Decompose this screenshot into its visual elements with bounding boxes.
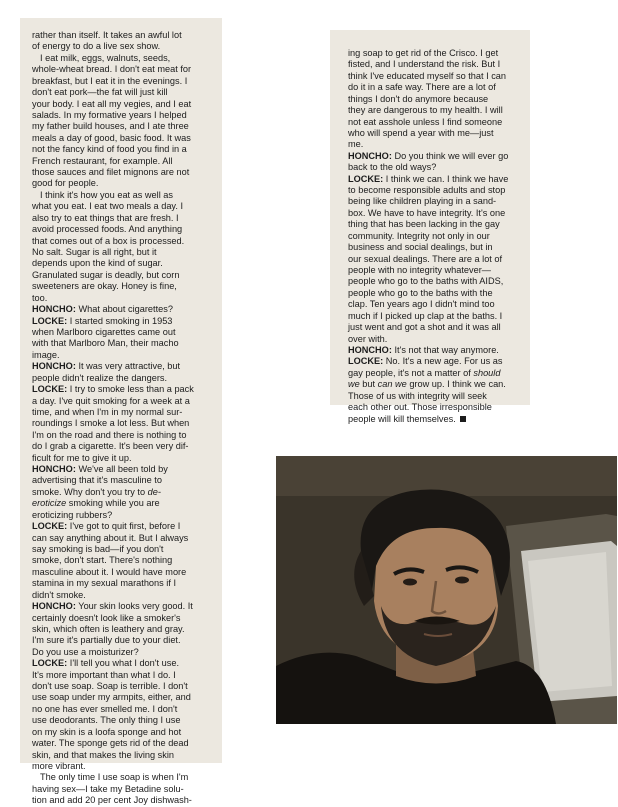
line-text: certainly doesn't look like a smoker's	[32, 612, 181, 623]
text-line	[32, 247, 212, 258]
text-line	[348, 242, 522, 253]
italic-text: can we	[377, 379, 407, 390]
text-line	[348, 265, 522, 276]
text-line	[348, 196, 522, 207]
text-line	[32, 41, 212, 52]
text-line	[32, 453, 212, 464]
line-text: people didn't realize the dangers.	[32, 372, 168, 383]
text-line	[348, 59, 522, 70]
text-line	[32, 30, 212, 41]
text-line	[32, 293, 212, 304]
line-text: depends upon the kind of sugar.	[32, 258, 163, 269]
line-text: Granulated sugar is deadly, but corn	[32, 269, 180, 280]
text-line	[32, 624, 212, 635]
speaker-label: LOCKE:	[32, 521, 68, 532]
text-line	[32, 750, 212, 761]
line-text: smoke, don't start. There's nothing	[32, 555, 173, 566]
text-line	[348, 139, 522, 150]
text-line	[32, 533, 212, 544]
line-text: I'm sure it's partially due to your diet.	[32, 635, 181, 646]
text-line	[348, 414, 522, 425]
line-text: when Marlboro cigarettes came out	[32, 326, 176, 337]
line-text: to become responsible adults and stop	[348, 185, 506, 196]
text-line	[32, 178, 212, 189]
line-text: I'm on the road and there is nothing to	[32, 429, 187, 440]
text-line	[32, 258, 212, 269]
line-text: me.	[348, 139, 364, 150]
line-text: people who go to the baths with AIDS,	[348, 276, 504, 287]
text-line	[32, 304, 212, 315]
line-text: do it in a safe way. There are a lot of	[348, 82, 496, 93]
line-text: no one has ever smelled me. I don't	[32, 703, 178, 714]
line-text: advertising that it's masculine to	[32, 475, 162, 486]
line-text: box. We have to have integrity. It's one	[348, 207, 506, 218]
line-text: your body. I eat all my vegies, and I eat	[32, 98, 192, 109]
text-line	[32, 772, 212, 783]
line-text: rather than itself. It takes an awful lot	[32, 30, 182, 40]
line-text: being like children playing in a sand-	[348, 196, 497, 207]
text-line	[32, 555, 212, 566]
text-line	[32, 281, 212, 292]
line-text: community. Integrity not only in our	[348, 230, 490, 241]
line-text: more vibrant.	[32, 761, 86, 771]
line-text: don't eat pork—the fat will just kill	[32, 87, 168, 98]
line-text: stamina in my sexual marathons if I	[32, 578, 176, 589]
text-line	[32, 727, 212, 738]
line-text: having sex—I take my Betadine solu-	[32, 783, 184, 794]
line-text: avoid processed foods. And anything	[32, 224, 183, 235]
line-text: too.	[32, 292, 48, 303]
line-text: over with.	[348, 333, 388, 344]
text-line	[32, 167, 212, 178]
line-text: what you eat. I eat two meals a day. I	[32, 201, 183, 212]
text-line	[32, 53, 212, 64]
line-text: gay people, it's not a matter of	[348, 367, 474, 378]
line-text: each other out. Those irresponsible	[348, 402, 492, 413]
line-text: just went and got a shot and it was all	[348, 322, 501, 333]
line-text: I started smoking in 1953	[67, 315, 173, 326]
text-line	[32, 441, 212, 452]
line-text: It's more important than what I do. I	[32, 669, 176, 680]
italic-text: de-	[147, 486, 161, 497]
line-text: We've all been told by	[75, 464, 168, 475]
speaker-label: HONCHO:	[348, 150, 392, 161]
text-line	[32, 692, 212, 703]
text-line	[32, 270, 212, 281]
text-line	[348, 208, 522, 219]
line-text: say smoking is bad—if you don't	[32, 543, 164, 554]
text-line	[348, 299, 522, 310]
line-text: I've got to quit first, before I	[67, 521, 181, 532]
text-line	[32, 350, 212, 361]
line-text: The only time I use soap is when I'm	[40, 772, 189, 783]
speaker-label: HONCHO:	[32, 601, 76, 612]
line-text: skin, which often is leathery and gray.	[32, 623, 185, 634]
text-line	[32, 647, 212, 658]
text-line	[32, 475, 212, 486]
text-line	[32, 407, 212, 418]
line-text: people who go to the baths with the	[348, 287, 493, 298]
line-text: smoking while you are	[66, 498, 160, 509]
text-line	[348, 368, 522, 379]
line-text: do I grab a cigarette. It's been very dif-	[32, 441, 189, 452]
text-line	[32, 316, 212, 327]
line-text: business and social dealings, but in	[348, 242, 493, 253]
line-text: salads. In my formative years I helped	[32, 109, 187, 120]
line-text: people with no integrity whatever—	[348, 265, 491, 276]
line-text: can say anything about it. But I always	[32, 532, 189, 543]
line-text: Do you use a moisturizer?	[32, 646, 139, 657]
line-text: breakfast, but I eat it in the evenings. I	[32, 75, 188, 86]
text-line	[348, 379, 522, 390]
text-line	[32, 121, 212, 132]
line-text: It was very attractive, but	[75, 361, 181, 372]
text-line	[32, 327, 212, 338]
text-line	[32, 76, 212, 87]
text-line	[348, 402, 522, 413]
text-line	[32, 544, 212, 555]
speaker-label: LOCKE:	[32, 384, 68, 395]
line-text: use soap under my armpits, either, and	[32, 692, 191, 703]
text-line	[348, 71, 522, 82]
text-line	[348, 276, 522, 287]
text-line	[32, 201, 212, 212]
line-text: time, and when I'm in my normal sur-	[32, 406, 183, 417]
line-text: meals a day of good, basic food. It was	[32, 132, 191, 143]
line-text: also try to eat things that are fresh. I	[32, 212, 179, 223]
portrait-photo	[276, 456, 617, 724]
line-text: sweeteners are okay. Honey is fine,	[32, 281, 177, 292]
text-line	[32, 384, 212, 395]
speaker-label: HONCHO:	[348, 344, 392, 355]
line-text: think I've educated myself so that I can	[348, 70, 507, 81]
text-line	[348, 94, 522, 105]
line-text: back to the old ways?	[348, 162, 437, 173]
line-text: clap. Ten years ago I didn't mind too	[348, 299, 495, 310]
text-line	[32, 487, 212, 498]
line-text: don't use soap. Soap is terrible. I don't	[32, 681, 188, 692]
text-line	[32, 738, 212, 749]
line-text: skin, and that makes the living skin	[32, 749, 174, 760]
text-line	[32, 567, 212, 578]
line-text: not eat asshole unless I find someone	[348, 116, 503, 127]
line-text: French restaurant, for example. All	[32, 155, 173, 166]
line-text: Your skin looks very good. It	[75, 601, 193, 612]
text-line	[348, 231, 522, 242]
text-line	[32, 704, 212, 715]
text-line	[32, 715, 212, 726]
line-text: roundings I smoke a lot less. But when	[32, 418, 190, 429]
line-text: use deodorants. The only thing I use	[32, 715, 181, 726]
text-line	[32, 133, 212, 144]
line-text: fisted, and I understand the risk. But I	[348, 59, 501, 70]
line-text: people will kill themselves.	[348, 413, 456, 424]
line-text: thing that has been lacking in the gay	[348, 219, 500, 230]
text-line	[32, 658, 212, 669]
line-text: masculine about it. I would have more	[32, 566, 187, 577]
text-line	[32, 64, 212, 75]
line-text: who will spend a year with me—just	[348, 127, 494, 138]
text-line	[32, 361, 212, 372]
text-line	[32, 236, 212, 247]
text-line	[348, 174, 522, 185]
text-line	[348, 288, 522, 299]
text-line	[348, 345, 522, 356]
line-text: on my skin is a loofa sponge and hot	[32, 726, 182, 737]
text-line	[348, 356, 522, 367]
text-line	[32, 613, 212, 624]
line-text: It's not that way anymore.	[391, 344, 499, 355]
italic-text: we	[348, 379, 360, 390]
line-text: my father build houses, and I ate three	[32, 121, 189, 132]
line-text: good for people.	[32, 178, 99, 189]
text-line	[32, 578, 212, 589]
line-text: eroticizing rubbers?	[32, 509, 113, 520]
text-line	[32, 190, 212, 201]
speaker-label: LOCKE:	[32, 315, 68, 326]
line-text: Do you think we will ever go	[391, 150, 509, 161]
line-text: much if I picked up clap at the baths. I	[348, 310, 503, 321]
text-line	[32, 99, 212, 110]
italic-text: eroticize	[32, 498, 67, 509]
text-line	[348, 82, 522, 93]
text-line	[348, 334, 522, 345]
line-text: those sauces and filet mignons are not	[32, 167, 190, 178]
line-text: I'll tell you what I don't use.	[67, 658, 179, 669]
line-text: What about cigarettes?	[75, 304, 173, 315]
text-line	[348, 105, 522, 116]
text-line	[32, 670, 212, 681]
line-text: that comes out of a box is processed.	[32, 235, 185, 246]
line-text: but	[359, 379, 378, 390]
text-line	[348, 48, 522, 59]
text-line	[32, 795, 212, 806]
line-text: image.	[32, 349, 60, 360]
end-mark-icon	[460, 416, 466, 422]
line-text: they are dangerous to my health. I will	[348, 105, 503, 116]
line-text: our sexual dealings. There are a lot of	[348, 253, 503, 264]
speaker-label: HONCHO:	[32, 361, 76, 372]
line-text: with that Marlboro Man, their macho	[32, 338, 179, 349]
text-line	[32, 224, 212, 235]
line-text: didn't smoke.	[32, 589, 86, 600]
text-line	[348, 219, 522, 230]
speaker-label: LOCKE:	[348, 356, 384, 367]
text-line	[348, 311, 522, 322]
line-text: No salt. Sugar is all right, but it	[32, 247, 157, 258]
line-text: ficult for me to give it up.	[32, 452, 132, 463]
speaker-label: LOCKE:	[32, 658, 68, 669]
italic-text: should	[473, 367, 501, 378]
text-line	[348, 185, 522, 196]
text-line	[32, 110, 212, 121]
line-text: No. It's a new age. For us as	[383, 356, 503, 367]
line-text: Those of us with integrity will seek	[348, 390, 487, 401]
line-text: things I don't do anymore because	[348, 93, 489, 104]
line-text: smoke. Why don't you try to	[32, 486, 148, 497]
text-line	[348, 322, 522, 333]
text-line	[32, 464, 212, 475]
text-line	[32, 144, 212, 155]
text-line	[32, 590, 212, 601]
line-text: of energy to do a live sex show.	[32, 41, 161, 52]
text-line	[348, 162, 522, 173]
text-line	[32, 761, 212, 772]
portrait-illustration	[276, 456, 617, 724]
line-text: I think we can. I think we have	[383, 173, 509, 184]
speaker-label: HONCHO:	[32, 464, 76, 475]
line-text: grow up. I think we can.	[406, 379, 506, 390]
text-line	[32, 87, 212, 98]
line-text: I eat milk, eggs, walnuts, seeds,	[40, 52, 171, 63]
line-text: not the fancy kind of food you find in a	[32, 144, 187, 155]
text-line	[32, 681, 212, 692]
text-line	[32, 373, 212, 384]
speaker-label: HONCHO:	[32, 304, 76, 315]
line-text: I try to smoke less than a pack	[67, 384, 194, 395]
text-line	[32, 521, 212, 532]
text-line	[348, 254, 522, 265]
text-line	[32, 601, 212, 612]
line-text: ing soap to get rid of the Crisco. I get	[348, 48, 499, 58]
line-text: I think it's how you eat as well as	[40, 189, 173, 200]
article-column-1	[20, 18, 222, 806]
text-line	[348, 391, 522, 402]
text-line	[32, 338, 212, 349]
text-line	[32, 510, 212, 521]
text-line	[348, 151, 522, 162]
line-text: whole-wheat bread. I don't eat meat for	[32, 64, 192, 75]
text-line	[32, 156, 212, 167]
line-text: water. The sponge gets rid of the dead	[32, 738, 189, 749]
text-line	[348, 117, 522, 128]
text-line	[32, 635, 212, 646]
speaker-label: LOCKE:	[348, 173, 384, 184]
text-line	[32, 498, 212, 509]
text-line	[32, 213, 212, 224]
line-text: a day. I've quit smoking for a week at a	[32, 395, 190, 406]
article-column-2	[330, 30, 530, 424]
text-line	[348, 128, 522, 139]
text-line	[32, 418, 212, 429]
text-line	[32, 396, 212, 407]
line-text: tion and add 20 per cent Joy dishwash-	[32, 795, 192, 806]
text-line	[32, 430, 212, 441]
